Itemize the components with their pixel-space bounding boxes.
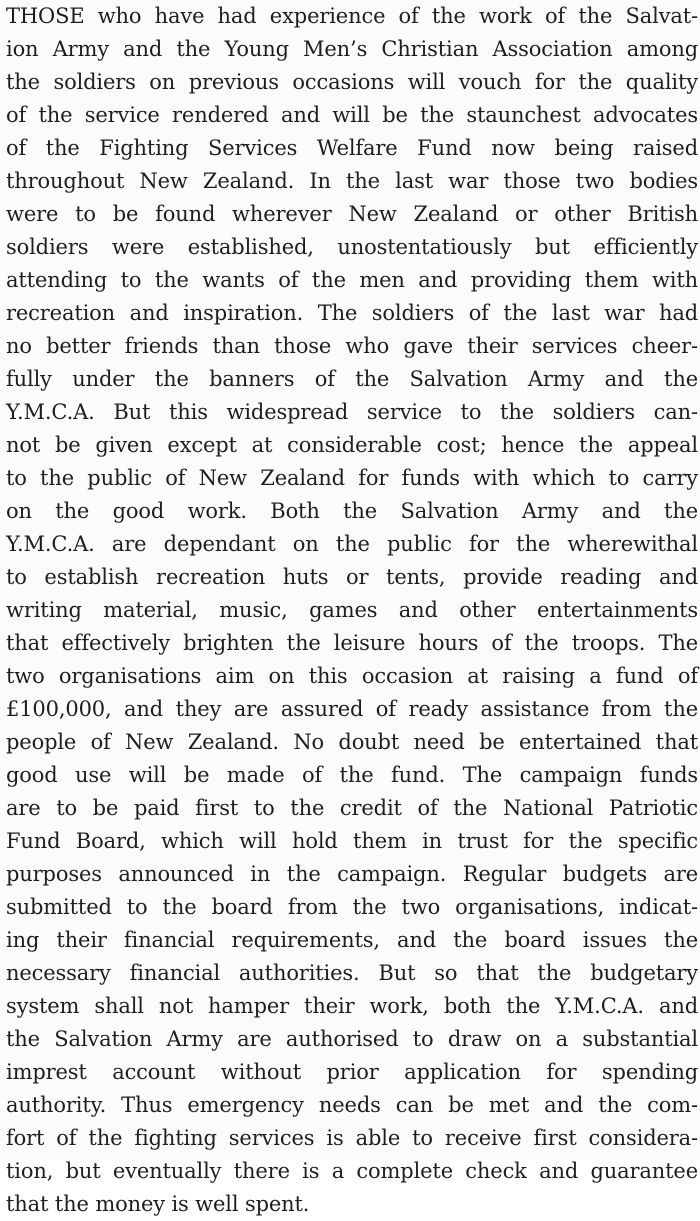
text-line: authority. Thus emergency needs can be met and the com- [6,1093,698,1117]
text-line: to establish recreation huts or tents, provide reading and [6,565,698,589]
text-line: necessary financial authorities. But so that the budgetary [6,961,698,985]
text-line: system shall not hamper their work, both the Y.M.C.A. and [6,994,698,1018]
text-line: two organisations aim on this occasion at raising a fund of [6,664,698,688]
text-line: people of New Zealand. No doubt need be entertained that [6,730,698,754]
text-line: tion, but eventually there is a complete check and guarantee [6,1159,698,1183]
text-line: no better friends than those who gave their services cheer- [6,334,698,358]
text-line: fully under the banners of the Salvation Army and the [6,367,698,391]
text-line-last: that the money is well spent. [6,1192,310,1216]
text-line: writing material, music, games and other entertainments [6,598,698,622]
text-line: were to be found wherever New Zealand or other British [6,202,698,226]
text-line: of the Fighting Services Welfare Fund now being raised [6,136,698,160]
text-line: on the good work. Both the Salvation Army and the [6,499,698,523]
text-line: Y.M.C.A. But this widespread service to the soldiers can- [6,400,698,424]
text-line: ing their financial requirements, and the board issues the [6,928,698,952]
text-line: THOSE who have had experience of the work of the Salvat- [6,4,698,28]
text-line: the soldiers on previous occasions will vouch for the quality [6,70,698,94]
text-line: recreation and inspiration. The soldiers of the last war had [6,301,698,325]
text-line: £100,000, and they are assured of ready assistance from the [6,697,698,721]
text-line: the Salvation Army are authorised to draw on a substantial [6,1027,698,1051]
text-line: ion Army and the Young Men’s Christian Association among [6,37,698,61]
text-line: Y.M.C.A. are dependant on the public for the wherewithal [6,532,698,556]
text-line: purposes announced in the campaign. Regular budgets are [6,862,698,886]
text-line: are to be paid first to the credit of the National Patriotic [6,796,698,820]
text-line: submitted to the board from the two organisations, indicat- [6,895,698,919]
text-line: of the service rendered and will be the staunchest advocates [6,103,698,127]
article-body [6,0,698,1221]
text-line: good use will be made of the fund. The campaign funds [6,763,698,787]
text-line: not be given except at considerable cost; hence the appeal [6,433,698,457]
text-line: attending to the wants of the men and providing them with [6,268,698,292]
text-line: to the public of New Zealand for funds with which to carry [6,466,698,490]
text-line: imprest account without prior application for spending [6,1060,698,1084]
text-line: throughout New Zealand. In the last war those two bodies [6,169,698,193]
text-line: soldiers were established, unostentatiously but efficiently [6,235,698,259]
text-line: fort of the fighting services is able to receive first considera- [6,1126,698,1150]
text-line: Fund Board, which will hold them in trust for the specific [6,829,698,853]
text-line: that effectively brighten the leisure hours of the troops. The [6,631,698,655]
